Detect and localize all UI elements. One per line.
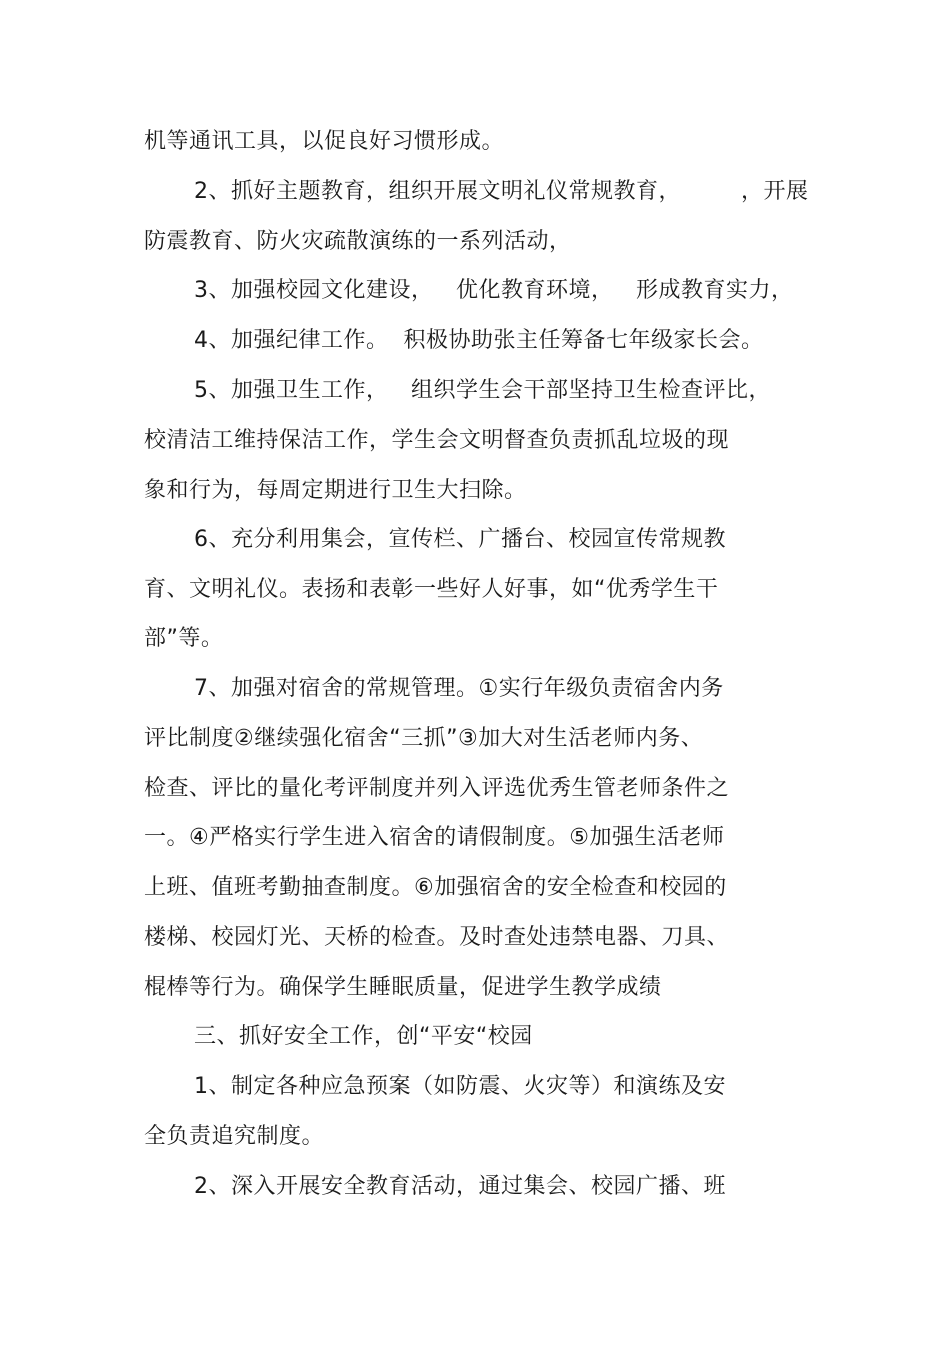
text-line: 2、抓好主题教育，组织开展文明礼仪常规教育， ，开展 — [194, 179, 809, 204]
text-line: 楼梯、校园灯光、天桥的检查。及时查处违禁电器、刀具、 — [144, 925, 730, 950]
text-line: 评比制度②继续强化宿舍“三抓”③加大对生活老师内务、 — [144, 726, 704, 751]
text-line: 1、制定各种应急预案（如防震、火灾等）和演练及安 — [194, 1074, 726, 1099]
section-heading: 三、抓好安全工作，创“平安“校园 — [194, 1024, 533, 1049]
text-line: 2、深入开展安全教育活动，通过集会、校园广播、班 — [194, 1174, 726, 1199]
text-line: 象和行为，每周定期进行卫生大扫除。 — [144, 478, 527, 503]
text-line: 一。④严格实行学生进入宿舍的请假制度。⑤加强生活老师 — [144, 825, 725, 850]
text-line: 部”等。 — [144, 626, 224, 651]
text-line: 检查、评比的量化考评制度并列入评选优秀生管老师条件之 — [144, 776, 730, 801]
text-line: 4、加强纪律工作。 积极协助张主任筹备七年级家长会。 — [194, 328, 764, 353]
text-line: 3、加强校园文化建设， 优化教育环境， 形成教育实力， — [194, 278, 794, 303]
text-line: 机等通讯工具，以促良好习惯形成。 — [144, 129, 505, 154]
text-line: 上班、值班考勤抽查制度。⑥加强宿舍的安全检查和校园的 — [144, 875, 727, 900]
text-line: 育、文明礼仪。表扬和表彰一些好人好事，如“优秀学生干 — [144, 577, 719, 602]
text-line: 校清洁工维持保洁工作，学生会文明督查负责抓乱垃圾的现 — [144, 428, 730, 453]
text-line: 7、加强对宿舍的常规管理。①实行年级负责宿舍内务 — [194, 676, 724, 701]
text-line: 全负责追究制度。 — [144, 1124, 325, 1149]
text-line: 防震教育、防火灾疏散演练的一系列活动， — [144, 229, 572, 254]
text-line: 6、充分利用集会，宣传栏、广播台、校园宣传常规教 — [194, 527, 726, 552]
text-line: 棍棒等行为。确保学生睡眠质量，促进学生教学成绩 — [144, 975, 662, 1000]
text-line: 5、加强卫生工作， 组织学生会干部坚持卫生检查评比， — [194, 378, 771, 403]
